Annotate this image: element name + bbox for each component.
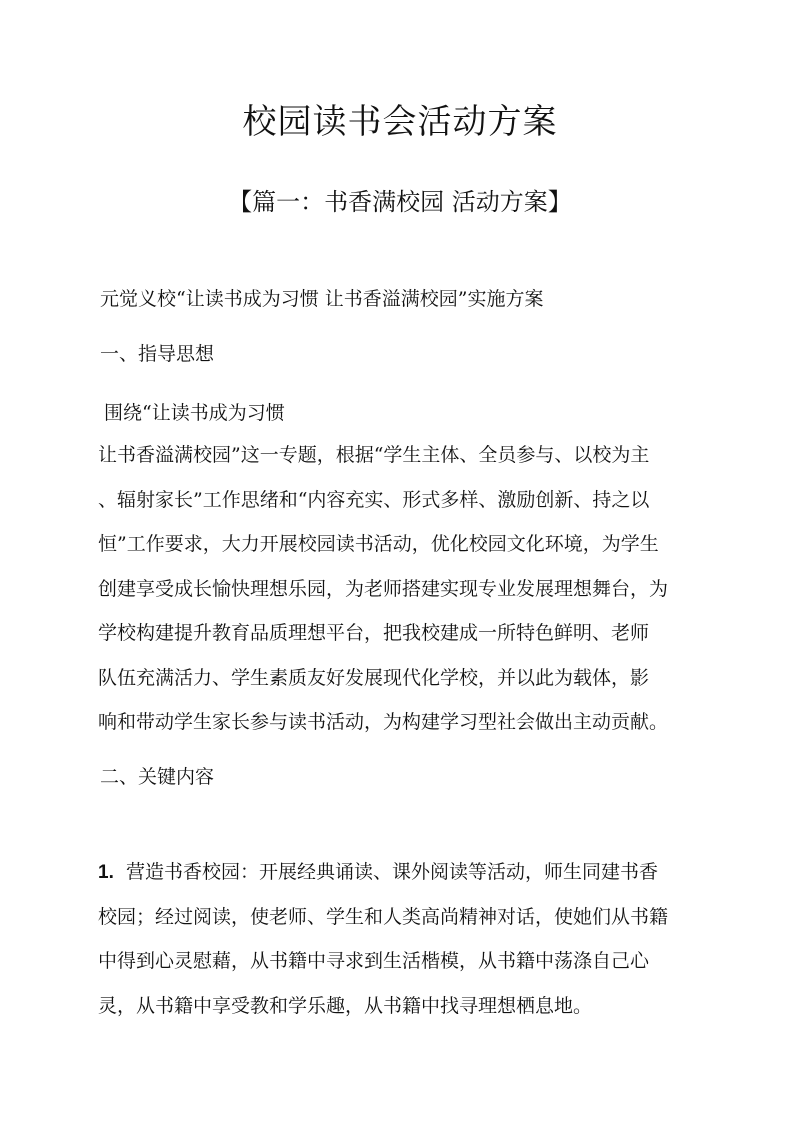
paragraph-line: 中得到心灵慰藉，从书籍中寻求到生活楷模，从书籍中荡涤自己心: [98, 950, 650, 972]
paragraph-line: 让书香溢满校园”这一专题，根据“学生主体、全员参与、以校为主: [98, 444, 650, 466]
paragraph-line: 灵，从书籍中享受教和学乐趣，从书籍中找寻理想栖息地。: [98, 994, 593, 1017]
plan-title: 元觉义校“让读书成为习惯 让书香溢满校园”实施方案: [100, 288, 544, 310]
section-heading-guiding-ideology: 一、指导思想: [100, 343, 215, 365]
paragraph-line: 创建享受成长愉快理想乐园，为老师搭建实现专业发展理想舞台，为: [98, 577, 669, 600]
paragraph-line: 学校构建提升教育品质理想平台，把我校建成一所特色鲜明、老师: [98, 622, 650, 644]
paragraph-line: 队伍充满活力、学生素质友好发展现代化学校，并以此为载体，影: [98, 666, 650, 689]
paragraph-line: 响和带动学生家长参与读书活动，为构建学习型社会做出主动贡献。: [98, 711, 669, 733]
paragraph-line: 校园；经过阅读，使老师、学生和人类高尚精神对话，使她们从书籍: [98, 905, 669, 928]
document-title: 校园读书会活动方案: [242, 102, 558, 142]
section1-lead-line: 围绕“让读书成为习惯: [104, 402, 285, 424]
paragraph-line-first: [98, 850, 718, 895]
section1-paragraph: [98, 433, 718, 745]
section-heading-key-content: 二、关键内容: [100, 766, 215, 788]
paragraph-line: 恒”工作要求，大力开展校园读书活动，优化校园文化环境，为学生: [98, 533, 659, 555]
paragraph-line-text: 营造书香校园：开展经典诵读、课外阅读等活动，师生同建书香: [125, 861, 658, 883]
item1-paragraph: [98, 850, 718, 1028]
item-number: 1.: [98, 862, 114, 883]
paragraph-line: 、辐射家长”工作思绪和“内容充实、形式多样、激励创新、持之以: [98, 488, 650, 511]
document-subtitle: 【篇一：书香满校园 活动方案】: [228, 188, 572, 216]
